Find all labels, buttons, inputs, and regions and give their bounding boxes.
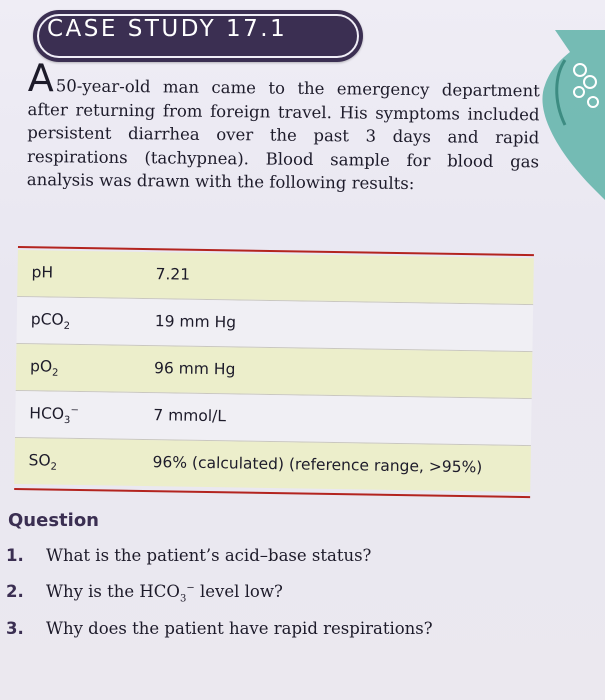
row-value: 19 mm Hg (154, 312, 237, 332)
question-text: Why does the patient have rapid respirations? (46, 619, 433, 638)
case-study-banner (33, 10, 363, 62)
question-heading: Question (8, 510, 99, 531)
row-label: $HCO_3^-$ (29, 404, 79, 427)
row-label: pCO$_2$ (30, 310, 71, 332)
row-value: 7.21 (155, 265, 191, 284)
row-value: 96 mm Hg (153, 359, 236, 379)
table-row (14, 438, 531, 492)
question-number: 3. (6, 619, 24, 638)
table-row (15, 391, 532, 445)
question-number: 1. (6, 546, 24, 565)
row-label: $SO_2$ (28, 451, 58, 473)
table-row (16, 297, 533, 351)
question-item (6, 582, 283, 604)
question-number: 2. (6, 582, 24, 601)
blood-gas-results-table (14, 246, 534, 498)
question-text: Why is the $HCO_3^-$ level low? (46, 582, 283, 605)
drop-cap: A (27, 56, 55, 101)
case-intro-paragraph (26, 56, 540, 197)
row-value: 7 mmol/L (153, 406, 227, 426)
question-item (6, 546, 371, 565)
flask-icon (535, 30, 605, 200)
case-study-title: CASE STUDY 17.1 (47, 16, 288, 42)
question-item (6, 619, 433, 638)
row-label: $pO_2$ (29, 357, 59, 379)
table-row (16, 344, 533, 398)
row-label: pH (31, 263, 54, 282)
intro-text: 50-year-old man came to the emergency department after returning from foreign travel. His symptoms included persistent diarrhea over the past 3 days and rapid respirations (tachypnea). Blood sample for blood gas analysis was drawn with the following results: (26, 76, 540, 194)
table-row (17, 250, 534, 304)
question-text: What is the patient’s acid–base status? (46, 546, 372, 565)
row-value: 96% (calculated) (reference range, >95%) (152, 453, 483, 477)
